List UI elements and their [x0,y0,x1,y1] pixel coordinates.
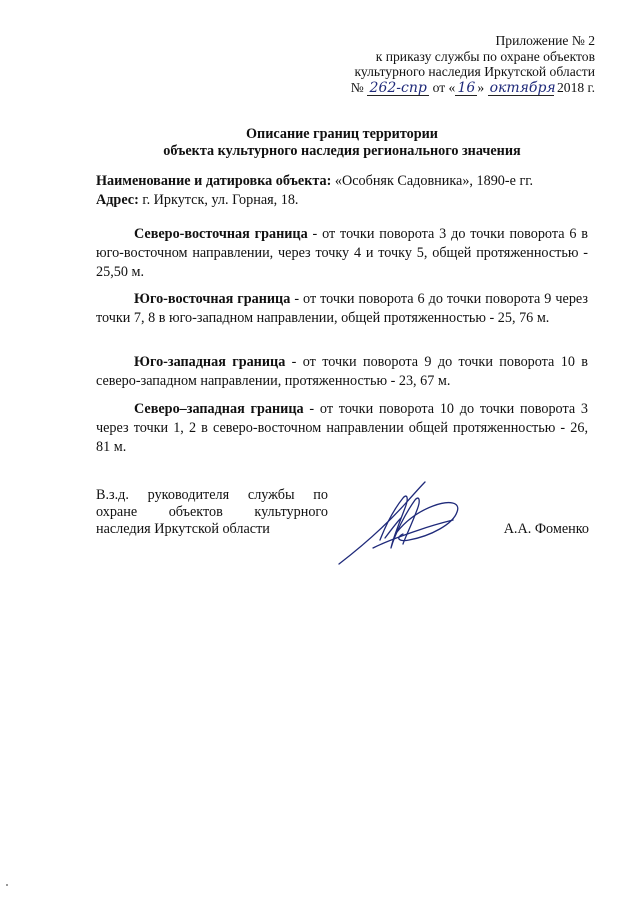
boundary-text: - от точки поворота 6 до точки поворота 9 через точки 7, 8 в юго-западном направлении, общей протяженностью - 25, 76 м. [96,291,588,326]
boundary-name: Северо–западная граница [134,401,304,417]
boundary-text: - от точки поворота 3 до точки поворота 6 в юго-восточном направлении, через точку 4 и точку 5, общей протяженностью - 25,50 м. [96,226,588,280]
boundary-text: - от точки поворота 10 до точки поворота 3 через точки 1, 2 в северо-восточном направлении общей протяженностью - 26, 81 м. [96,401,589,455]
signer-position-line-3: наследия Иркутской области [96,521,270,537]
scan-mark [6,884,8,886]
appendix-line-2: к приказу службы по охране объектов [375,48,595,64]
document-title [96,126,588,160]
object-name-label: Наименование и датировка объекта: [96,173,332,189]
object-name-value: «Особняк Садовника», 1890-е гг. [334,173,534,189]
handwritten-signature [335,478,475,570]
appendix-order-line [351,80,595,96]
boundary-name: Северо-восточная граница [134,226,308,242]
object-address-value: г. Иркутск, ул. Горная, 18. [142,192,299,208]
boundary-northeast [96,225,588,282]
object-address-line [96,191,596,210]
order-date-close: » [477,79,485,95]
boundary-name: Юго-западная граница [134,354,286,370]
appendix-line-1: Приложение № 2 [495,33,595,48]
order-date-year: 2018 г. [556,79,595,95]
boundary-southwest [96,353,588,391]
title-line-1: Описание границ территории [246,126,438,142]
signer-position [96,487,328,538]
boundary-southeast [96,290,588,328]
order-date-month: октября [489,79,556,96]
title-line-2: объекта культурного наследия регионального значения [163,143,521,159]
order-date-from: от « [432,79,456,95]
signer-name: А.А. Фоменко [503,521,589,537]
signer-position-line-2: охране объектов культурного [96,504,328,520]
order-date-day: 16 [455,81,477,96]
boundary-name: Юго-восточная граница [134,291,291,307]
order-number-label: № [350,79,364,95]
signer-position-line-1: В.з.д. руководителя службы по [96,487,328,503]
boundary-northwest [96,400,588,457]
object-name-line [96,172,596,191]
boundary-text: - от точки поворота 9 до точки поворота 10 в северо-западном направлении, протяженностью - 23, 67 м. [96,354,588,389]
order-number: 262-спр [367,81,429,96]
object-address-label: Адрес: [96,192,139,208]
appendix-header [351,33,595,96]
appendix-line-3: культурного наследия Иркутской области [354,64,595,79]
object-info [96,172,596,210]
